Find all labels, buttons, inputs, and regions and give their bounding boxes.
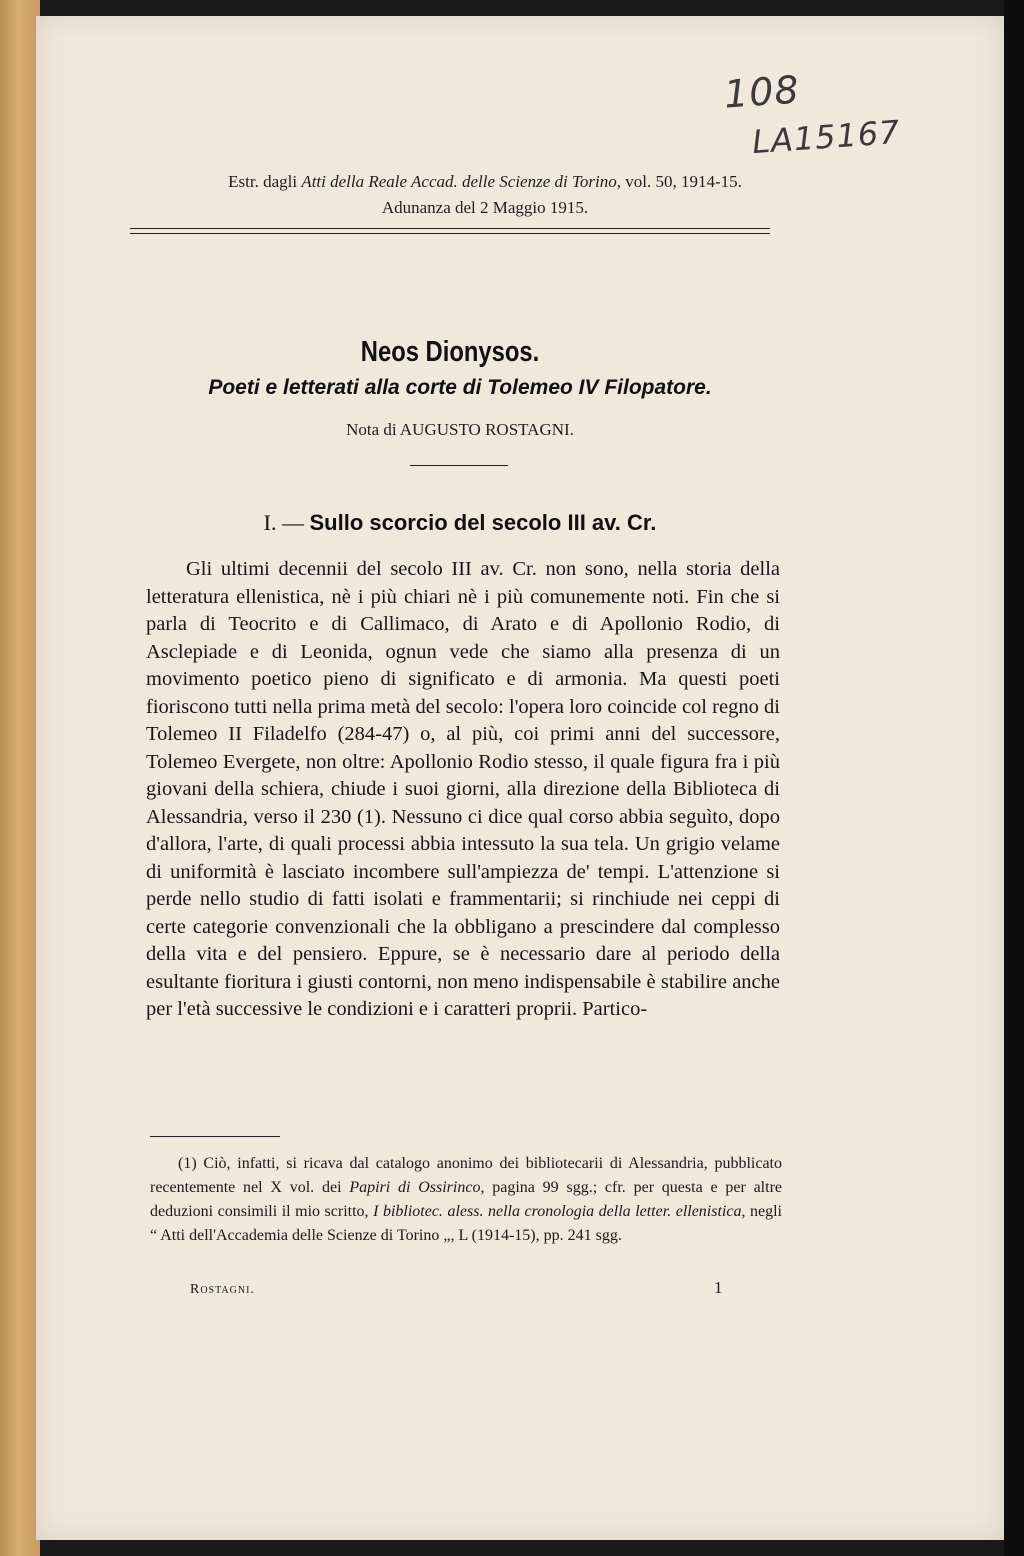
book-spine: [0, 0, 40, 1556]
header-rule-bottom: [130, 233, 770, 234]
author-note: Nota di AUGUSTO ROSTAGNI.: [346, 420, 574, 439]
header-source-line: Estr. dagli Atti della Reale Accad. delle Scienze di Torino, vol. 50, 1914-15.: [228, 172, 742, 191]
body-paragraph: Gli ultimi decennii del secolo III av. Cr. non sono, nella storia della letteratura ellenistica, nè i più chiari nè i più comunemente noti. Fin che si parla di Teocrito e di Callimaco, di Arato e di Apollonio Rodio, di Asclepiade e di Leonida, ognun vede che siamo alla presenza di un movimento poetico pieno di significato e di armonia. Ma questi poeti fioriscono tutti nella prima metà del secolo: l'opera loro coincide col regno di Tolemeo II Filadelfo (284-47) o, al più, coi primi anni del successore, Tolemeo Evergete, non oltre: Apollonio Rodio stesso, il quale figura fra i più giovani della schiera, chiude i suoi giorni, alla direzione della Biblioteca di Alessandria, verso il 230 (1). Nessuno ci dice qual corso abbia seguìto, dopo d'allora, l'arte, di quali processi abbia intessuto la sua tela. Un grigio velame di uniformità è lasciato incombere sull'ampiezza de' tempi. L'attenzione si perde nello studio di fatti isolati e frammentarii; si rinchiude nei ceppi di certe categorie convenzionali che la obbligano a prescindere dal complesso della vita e del pensiero. Eppure, se è necessario dare al periodo della esultante fioritura i giusti contorni, non meno indispensabile è stabilire anche per l'età successive le condizioni e i caratteri proprii. Partico-: [146, 558, 780, 1020]
title-divider: [410, 465, 508, 466]
handwritten-note-line2: LA15167: [750, 112, 902, 162]
section-heading: I. — Sullo scorcio del secolo III av. Cr.: [263, 510, 657, 535]
article-subtitle: Poeti e letterati alla corte di Tolemeo IV Filopatore.: [208, 376, 712, 399]
header-rule-top: [130, 228, 770, 229]
footer-author: Rostagni.: [190, 1282, 255, 1297]
header-session-line: Adunanza del 2 Maggio 1915.: [381, 198, 589, 217]
footnote: (1) Ciò, infatti, si ricava dal catalogo anonimo dei bibliotecarii di Alessandria, pubblicato recentemente nel X vol. dei Papiri di Ossirinco, pagina 99 sgg.; cfr. per questa e per altre deduzioni consimili il mio scritto, I bibliotec. aless. nella cronologia della letter. ellenistica, negli “ Atti dell'Accademia delle Scienze di Torino „, L (1914-15), pp. 241 sgg.: [150, 1155, 782, 1244]
handwritten-note-line1: 108: [722, 67, 801, 117]
scan-border: [1004, 0, 1024, 1556]
footnote-rule: [150, 1136, 280, 1137]
page-number: 1: [714, 1278, 723, 1297]
article-title: Neos Dionysos.: [360, 336, 540, 368]
